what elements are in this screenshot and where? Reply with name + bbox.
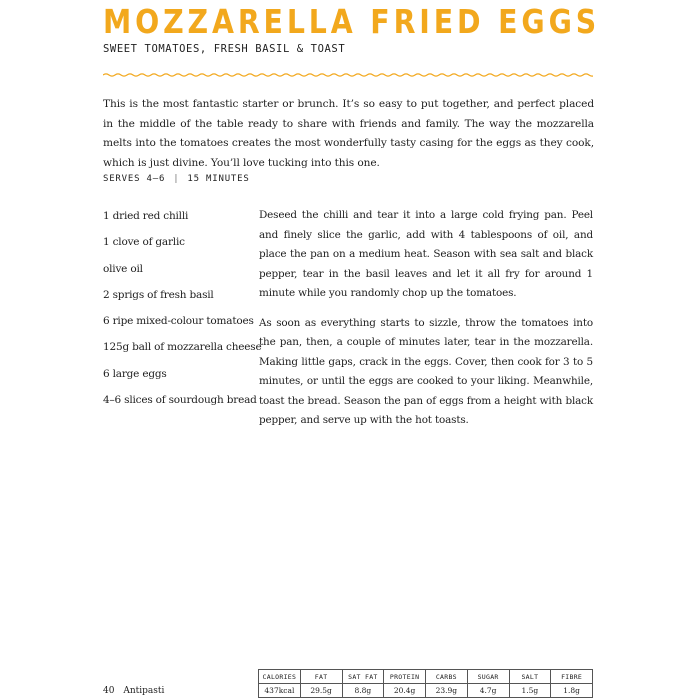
nutrition-value: 23.9g	[426, 684, 468, 698]
ingredient-item: 6 ripe mixed-colour tomatoes	[103, 315, 254, 328]
section-name: Antipasti	[123, 686, 165, 696]
nutrition-value: 1.5g	[509, 684, 551, 698]
nutrition-header: SAT FAT	[342, 670, 384, 684]
nutrition-header-row	[259, 670, 593, 684]
ingredients-list	[103, 206, 262, 416]
ingredient-item: 125g ball of mozzarella cheese	[103, 341, 262, 354]
nutrition-value: 29.5g	[300, 684, 342, 698]
nutrition-header: SUGAR	[467, 670, 509, 684]
page-number: 40	[103, 686, 115, 696]
wavy-divider	[103, 71, 593, 79]
recipe-meta	[103, 174, 250, 184]
nutrition-header: PROTEIN	[384, 670, 426, 684]
page-footer	[103, 686, 164, 696]
recipe-subtitle: SWEET TOMATOES, FRESH BASIL & TOAST	[103, 43, 346, 55]
ingredient-item: 1 clove of garlic	[103, 236, 185, 249]
nutrition-value: 437kcal	[259, 684, 301, 698]
serves-label: SERVES 4–6	[103, 174, 166, 184]
ingredient-item: 2 sprigs of fresh basil	[103, 288, 214, 301]
ingredient-item: 1 dried red chilli	[103, 210, 189, 222]
nutrition-value: 8.8g	[342, 684, 384, 698]
method-step: Deseed the chilli and tear it into a large cold frying pan. Peel and finely slice the garlic, add with 4 tablespoons of oil, and place the pan on a medium heat. Season with sea salt and black pepper, tear in the basil leaves and let it all fry for around 1 minute while you randomly chop up the tomatoes.	[259, 209, 593, 299]
recipe-title: MOZZARELLA FRIED EGGS	[103, 2, 601, 41]
meta-separator: |	[173, 174, 180, 184]
nutrition-header: FIBRE	[551, 670, 593, 684]
nutrition-value-row	[259, 684, 593, 698]
nutrition-header: CALORIES	[259, 670, 301, 684]
nutrition-table	[258, 669, 593, 698]
nutrition-value: 1.8g	[551, 684, 593, 698]
method-section	[259, 206, 593, 441]
nutrition-header: FAT	[300, 670, 342, 684]
recipe-intro: This is the most fantastic starter or brunch. It’s so easy to put together, and perfect placed in the middle of the table ready to share with friends and family. The way the mozzarella melts into the tomatoes creates the most wonderfully tasty casing for the eggs as they cook, which is just divine. You’ll love tucking into this one.	[103, 98, 594, 169]
nutrition-header: CARBS	[426, 670, 468, 684]
nutrition-header: SALT	[509, 670, 551, 684]
method-step: As soon as everything starts to sizzle, throw the tomatoes into the pan, then, a couple of minutes later, tear in the mozzarella. Making little gaps, crack in the eggs. Cover, then cook for 3 to 5 minutes, or until the eggs are cooked to your liking. Meanwhile, toast the bread. Season the pan of eggs from a height with black pepper, and serve up with the hot toasts.	[259, 316, 593, 426]
ingredient-item: 6 large eggs	[103, 367, 167, 380]
nutrition-value: 20.4g	[384, 684, 426, 698]
ingredient-item: olive oil	[103, 262, 143, 275]
nutrition-value: 4.7g	[467, 684, 509, 698]
time-label: 15 MINUTES	[187, 174, 250, 184]
ingredient-item: 4–6 slices of sourdough bread	[103, 394, 257, 407]
